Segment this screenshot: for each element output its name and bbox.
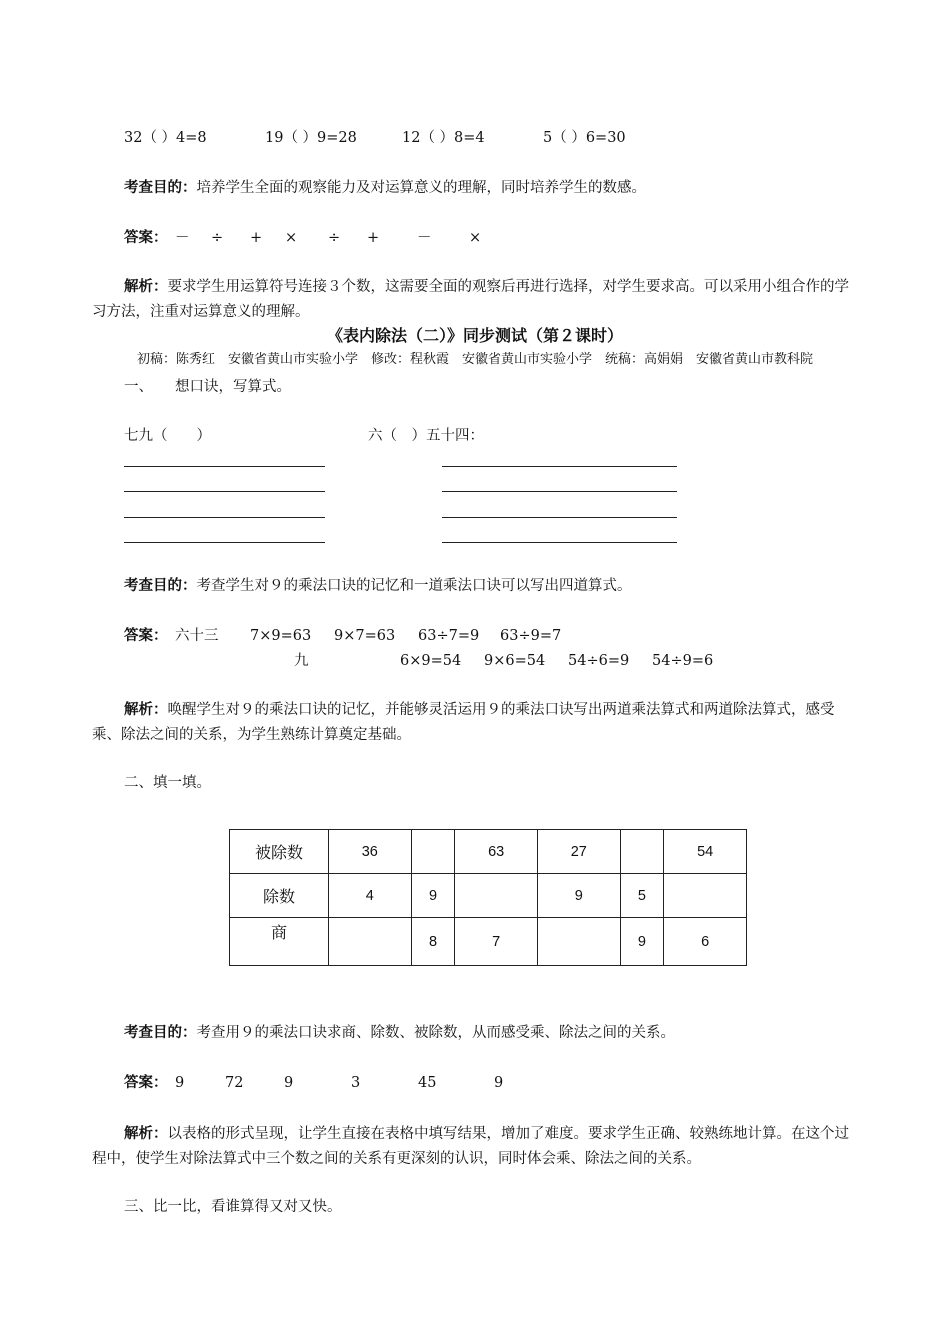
answer-equation: 9×6=54	[484, 653, 546, 669]
table-cell: 36	[329, 830, 412, 874]
blank-line[interactable]	[442, 491, 677, 492]
purpose-line-0	[124, 178, 646, 198]
analysis-label: 解析：	[124, 701, 168, 718]
analysis-label: 解析：	[124, 278, 168, 295]
table-row	[230, 918, 747, 966]
blank-line[interactable]	[124, 517, 325, 518]
answer-equation: 54÷6=9	[568, 653, 630, 669]
table-cell: 除数	[230, 874, 329, 918]
answer-op: +	[250, 230, 263, 246]
answer-op: ÷	[211, 230, 224, 246]
answer-value: 45	[418, 1075, 437, 1091]
analysis-text: 要求学生用运算符号连接３个数，这需要全面的观察后再进行选择，对学生要求高。可以采用小组合作的学习方法，注重对运算意义的理解。	[92, 279, 849, 320]
purpose-label: 考查目的：	[124, 577, 197, 594]
table-cell[interactable]	[620, 830, 664, 874]
blank-line[interactable]	[442, 517, 677, 518]
table-cell[interactable]	[537, 918, 620, 966]
division-table	[229, 829, 747, 966]
table-cell: 8	[411, 918, 455, 966]
answer-label: 答案：	[124, 229, 168, 246]
table-cell: 27	[537, 830, 620, 874]
answer-chant: 六十三	[175, 628, 219, 644]
answer-op: ×	[469, 230, 482, 246]
blank-line[interactable]	[124, 466, 325, 467]
blank-line[interactable]	[124, 542, 325, 543]
analysis-paragraph-1	[92, 697, 862, 748]
table-row	[230, 830, 747, 874]
purpose-text: 考查用９的乘法口诀求商、除数、被除数，从而感受乘、除法之间的关系。	[196, 1025, 675, 1041]
table-cell: 4	[329, 874, 412, 918]
answer-label: 答案：	[124, 627, 168, 644]
answer-op: ×	[285, 230, 298, 246]
answer-equation: 54÷9=6	[652, 653, 714, 669]
q1-number: 一、	[124, 379, 153, 395]
analysis-paragraph-0	[92, 274, 862, 325]
answer-equation: 63÷9=7	[500, 628, 562, 644]
blank-line[interactable]	[442, 542, 677, 543]
purpose-label: 考查目的：	[124, 179, 197, 196]
problem-3: 12（ ）8=4	[402, 130, 485, 146]
answer-op: +	[367, 230, 380, 246]
answer-value: 9	[284, 1075, 294, 1091]
q1-heading: 想口诀，写算式。	[175, 379, 291, 395]
table-cell: 9	[411, 874, 455, 918]
answer-label: 答案：	[124, 1074, 168, 1091]
purpose-line-2	[124, 1023, 675, 1043]
blank-line[interactable]	[124, 491, 325, 492]
problem-1: 32（ ）4=8	[124, 130, 207, 146]
table-cell[interactable]	[411, 830, 455, 874]
answer-op: ÷	[328, 230, 341, 246]
answer-value: 9	[494, 1075, 504, 1091]
table-row	[230, 874, 747, 918]
analysis-paragraph-2	[92, 1121, 862, 1172]
table-cell: 63	[455, 830, 538, 874]
table-cell: 商	[230, 918, 329, 966]
q2-heading: 二、填一填。	[124, 775, 211, 791]
q1-left-prompt: 七九（ ）	[124, 428, 211, 444]
analysis-label: 解析：	[124, 1125, 168, 1142]
answer-op: －	[417, 230, 432, 246]
table-cell: 54	[664, 830, 747, 874]
answer-op: －	[175, 230, 190, 246]
answer-value: 3	[351, 1075, 361, 1091]
answer-value: 9	[175, 1075, 185, 1091]
table-cell: 5	[620, 874, 664, 918]
table-cell: 6	[664, 918, 747, 966]
problem-4: 5（ ）6=30	[543, 130, 626, 146]
table-cell[interactable]	[664, 874, 747, 918]
answer-equation: 6×9=54	[400, 653, 462, 669]
analysis-text: 以表格的形式呈现，让学生直接在表格中填写结果，增加了难度。要求学生正确、较熟练地计算。在这个过程中，使学生对除法算式中三个数之间的关系有更深刻的认识，同时体会乘、除法之间的关系。	[92, 1126, 849, 1167]
blank-line[interactable]	[442, 466, 677, 467]
table-cell[interactable]	[455, 874, 538, 918]
page-title: 《表内除法（二）》同步测试（第２课时）	[326, 326, 623, 345]
answer-chant: 九	[294, 653, 309, 669]
q1-right-prompt: 六（ ）五十四：	[368, 428, 484, 444]
credits: 初稿：陈秀红 安徽省黄山市实验小学 修改：程秋霞 安徽省黄山市实验小学 统稿：高娟娟 安徽省黄山市教科院	[136, 352, 813, 367]
table-cell[interactable]	[329, 918, 412, 966]
problem-2: 19（ ）9=28	[265, 130, 357, 146]
answer-equation: 9×7=63	[334, 628, 396, 644]
answer-equation: 7×9=63	[250, 628, 312, 644]
purpose-text: 培养学生全面的观察能力及对运算意义的理解，同时培养学生的数感。	[196, 180, 646, 196]
table-cell: 9	[620, 918, 664, 966]
purpose-text: 考查学生对９的乘法口诀的记忆和一道乘法口诀可以写出四道算式。	[196, 578, 632, 594]
purpose-label: 考查目的：	[124, 1024, 197, 1041]
answer-equation: 63÷7=9	[418, 628, 480, 644]
answer-value: 72	[225, 1075, 244, 1091]
table-cell: 被除数	[230, 830, 329, 874]
table-cell: 7	[455, 918, 538, 966]
analysis-text: 唤醒学生对９的乘法口诀的记忆，并能够灵活运用９的乘法口诀写出两道乘法算式和两道除法算式，感受乘、除法之间的关系，为学生熟练计算奠定基础。	[92, 702, 835, 743]
purpose-line-1	[124, 576, 632, 596]
table-cell: 9	[537, 874, 620, 918]
q3-heading: 三、比一比，看谁算得又对又快。	[124, 1199, 342, 1215]
